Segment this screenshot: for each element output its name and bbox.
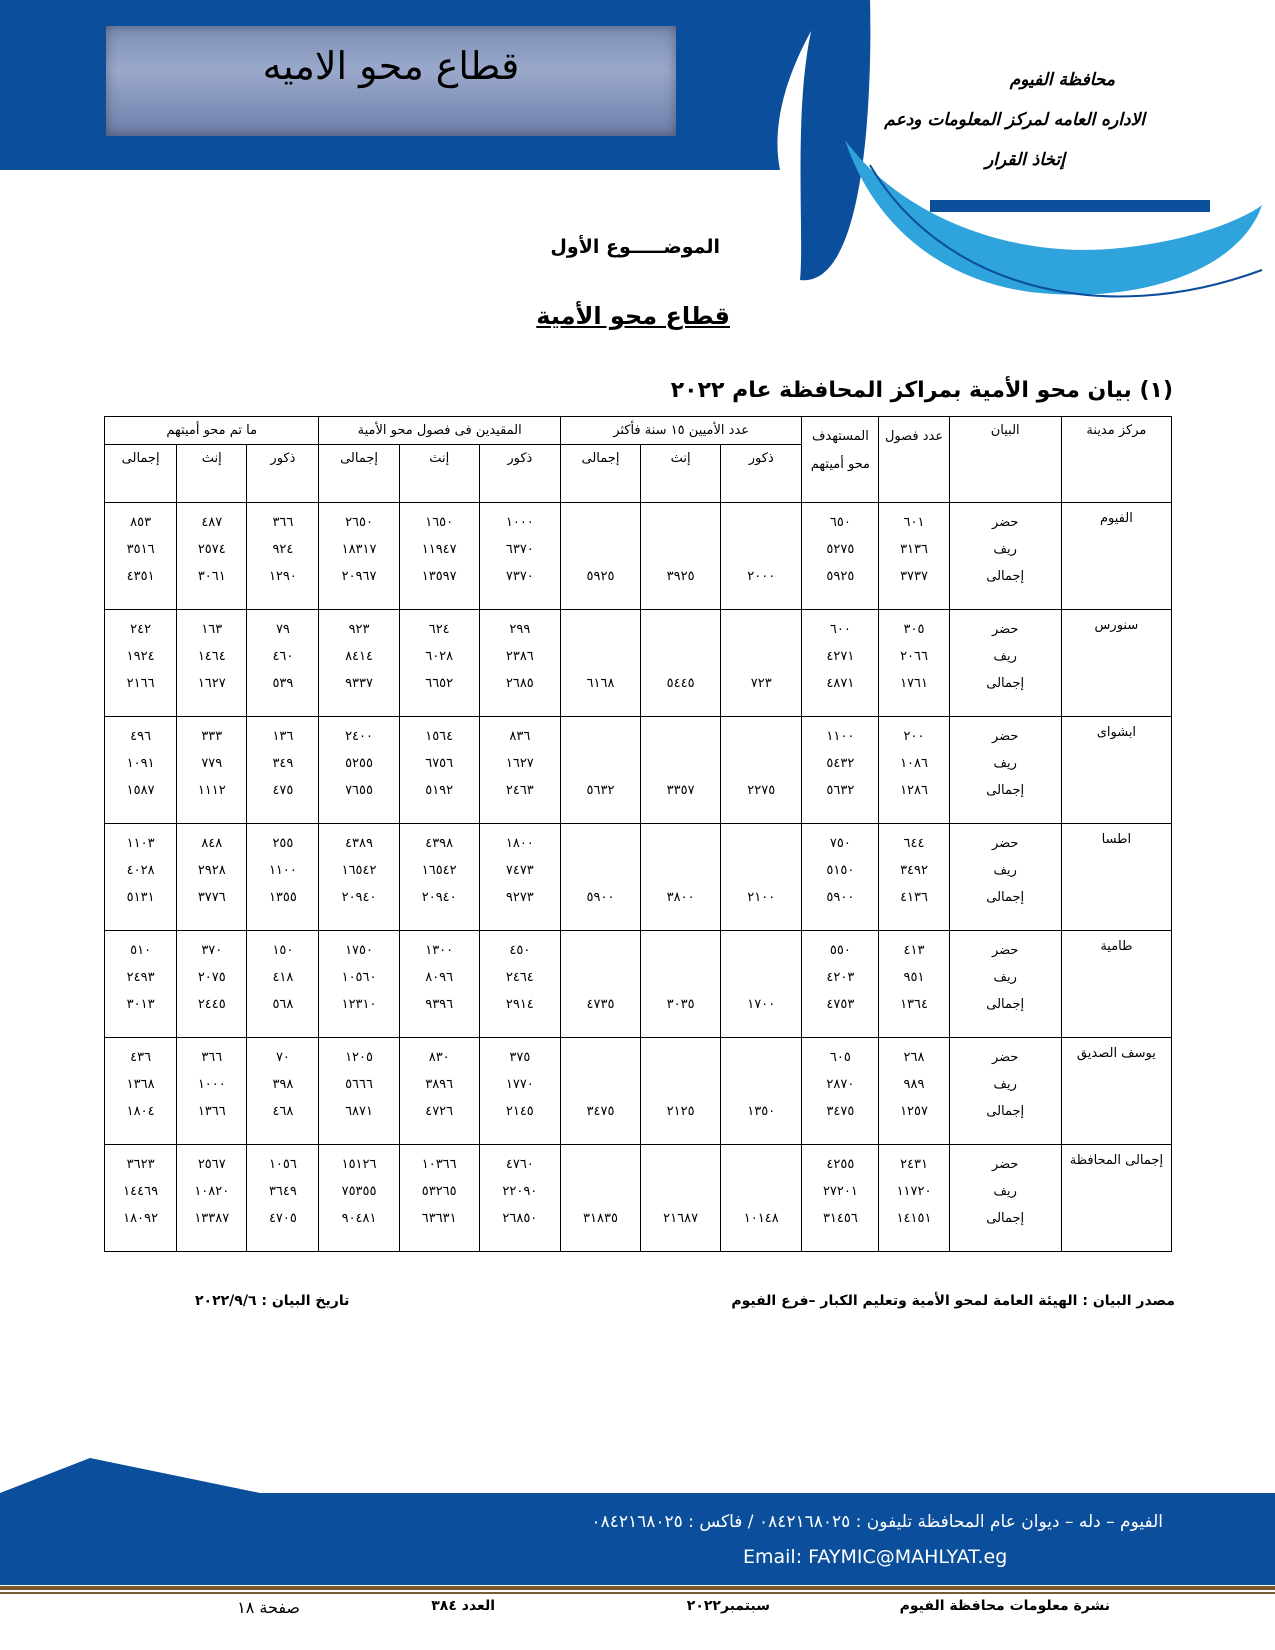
organization-name	[885, 60, 1145, 180]
table-value: ١٠٥٦٠	[341, 970, 377, 985]
table-value: ١٨٣١٧	[341, 542, 377, 557]
table-value: ٢٦٨	[903, 1050, 925, 1065]
header-classes: عدد فصول	[879, 417, 949, 503]
header-female: إنث	[641, 445, 721, 503]
table-value: ٣١٨٣٥	[583, 1211, 618, 1226]
table-value: ١١٧٢٠	[896, 1184, 932, 1199]
table-value: ٨٤٨	[201, 836, 223, 851]
table-value: ٤٣٨٩	[345, 836, 374, 851]
table-value: ١١٠٠	[826, 729, 855, 744]
table-value: ١١١٢	[197, 783, 226, 798]
table-value: ٥٥٠	[829, 943, 851, 958]
table-value: ١٣٦٦	[197, 1104, 226, 1119]
table-value: ٥٤٤٥	[666, 676, 695, 691]
table-value: ١٣٥٩٧	[421, 569, 457, 584]
table-value: ١٢٣١٠	[341, 997, 377, 1012]
table-value: ٣٦٦	[272, 515, 294, 530]
data-date: تاريخ البيان : ٢٠٢٢/٩/٦	[195, 1293, 350, 1309]
table-value: ١٨٠٤	[126, 1104, 155, 1119]
table-value: ٨٣٠	[428, 1050, 450, 1065]
table-value: ٥١٠	[130, 943, 152, 958]
table-value: ٤٨٧١	[826, 676, 855, 691]
city-name: الفيوم	[1099, 511, 1133, 526]
table-value: ١٧٥٠	[345, 943, 374, 958]
org-line-1: محافظة الفيوم	[1009, 70, 1115, 90]
table-value: ٢٢٠٩٠	[502, 1184, 538, 1199]
header-male: ذكور	[479, 445, 560, 503]
table-value: ٣٧٣٧	[900, 569, 928, 584]
table-value: ٢٦٥٠	[345, 515, 374, 530]
table-value: ٢٤٦٣	[505, 783, 534, 798]
table-value: ٣٠١٣	[126, 997, 155, 1012]
table-value: ٢٠٩٦٧	[341, 569, 377, 584]
table-value: ٤٣٦	[130, 1050, 152, 1065]
table-value: ٤٩٦	[130, 729, 152, 744]
table-value: ريف	[993, 542, 1017, 557]
table-value: ٤٢٥٥	[826, 1157, 855, 1172]
table-value: ٤٣٩٨	[425, 836, 454, 851]
table-value: ٤٨٧	[201, 515, 223, 530]
header-statement: البيان	[949, 417, 1061, 503]
table-value: ريف	[993, 863, 1017, 878]
header-female: إنث	[177, 445, 247, 503]
table-value: ٦٧٥٦	[425, 756, 454, 771]
table-value: ٤٠٢٨	[126, 863, 155, 878]
table-value: ١٣٥٥	[268, 890, 297, 905]
table-value: ١٧٦١	[900, 676, 928, 691]
table-value: ١٤٦٤	[197, 649, 226, 664]
table-value: ٧٧٩	[201, 756, 223, 771]
literacy-table	[104, 416, 1172, 1252]
table-value: ٥٤٣٢	[826, 756, 855, 771]
table-title: (١) بيان محو الأمية بمراكز المحافظة عام ٢٠٢٢	[670, 378, 1173, 403]
table-value: ٣٧٠	[201, 943, 223, 958]
table-value: ١٠٩١	[126, 756, 155, 771]
table-value: ٦٦٥٢	[425, 676, 454, 691]
table-value: ٤٧٦٠	[505, 1157, 534, 1172]
table-value: ٧٥٠	[829, 836, 851, 851]
table-value: إجمالى	[986, 1104, 1025, 1119]
table-value: ٦٤٤	[903, 836, 925, 851]
table-value: ٥٦٣٢	[826, 783, 855, 798]
table-value: ٦١٦٨	[586, 676, 615, 691]
city-name: طامية	[1100, 939, 1133, 954]
table-value: ٩٢٤	[272, 542, 294, 557]
table-value: ١٥٦٤	[425, 729, 454, 744]
data-source: مصدر البيان : الهيئة العامة لمحو الأمية وتعليم الكبار –فرع الفيوم	[731, 1293, 1175, 1309]
header-male: ذكور	[247, 445, 319, 503]
table-value: ٣٦٤٩	[268, 1184, 297, 1199]
table-value: ٤٣٥١	[126, 569, 155, 584]
table-value: ٥٦٨	[272, 997, 294, 1012]
table-value: ريف	[993, 756, 1017, 771]
table-value: ٢١٠٠	[747, 890, 776, 905]
table-value: ١٩٢٤	[126, 649, 155, 664]
table-value: ٤٧٠٥	[268, 1211, 297, 1226]
table-value: ٣٤٧٥	[586, 1104, 615, 1119]
header-banner	[106, 26, 676, 136]
table-value: ١٢٩٠	[268, 569, 297, 584]
table-value: إجمالى	[986, 569, 1025, 584]
table-value: إجمالى	[986, 890, 1025, 905]
city-name: يوسف الصديق	[1076, 1046, 1156, 1061]
city-name: ابشواى	[1096, 725, 1137, 740]
table-value: ٤٦٠	[272, 649, 294, 664]
table-value: حضر	[991, 729, 1019, 744]
org-line-3: إتخاذ القرار	[985, 150, 1065, 170]
table-value: ١٦٥٤٢	[421, 863, 457, 878]
table-value: ٩٢٣	[348, 622, 370, 637]
table-value: ٢٤٩٣	[126, 970, 155, 985]
table-value: ١٧٧٠	[505, 1077, 534, 1092]
table-value: ٢٤٠٠	[345, 729, 374, 744]
table-value: ٦٠٥	[829, 1050, 851, 1065]
table-value: ٣٨٩٦	[425, 1077, 454, 1092]
table-value: ٢٢٧٥	[747, 783, 776, 798]
header-completed: ما تم محو أميتهم	[105, 417, 319, 445]
table-value: ٢٠٩٤٠	[421, 890, 457, 905]
table-value: ٢٣٨٦	[505, 649, 534, 664]
city-name: إجمالى المحافظة	[1069, 1153, 1164, 1168]
table-value: ٣٤٧٥	[826, 1104, 855, 1119]
city-name: اطسا	[1101, 832, 1132, 847]
table-value: إجمالى	[986, 783, 1025, 798]
table-value: ٩٨٩	[903, 1077, 925, 1092]
table-value: ٢٩١٤	[505, 997, 534, 1012]
table-value: ١٢٠٥	[345, 1050, 374, 1065]
table-value: ٨٣٦	[509, 729, 531, 744]
table-value: ٩٢٧٣	[505, 890, 534, 905]
table-value: ٥٢٥٥	[345, 756, 374, 771]
header-total: إجمالى	[319, 445, 399, 503]
issue-number: العدد ٣٨٤	[431, 1598, 495, 1614]
table-value: ٧٥٣٥٥	[341, 1184, 377, 1199]
table-value: ١٣٥٠	[747, 1104, 776, 1119]
table-value: ١٠٠٠	[197, 1077, 226, 1092]
table-value: ٥٩٢٥	[586, 569, 615, 584]
table-value: ١٦٥٠	[425, 515, 454, 530]
table-value: ٢٥٦٧	[197, 1157, 226, 1172]
table-value: ٣٦٢٣	[126, 1157, 155, 1172]
table-value: ٦٨٧١	[345, 1104, 374, 1119]
table-value: ١٠٣٦٦	[421, 1157, 457, 1172]
table-value: ١٠٨٦	[900, 756, 928, 771]
page-number: صفحة ١٨	[237, 1598, 300, 1617]
table-value: ٣١٣٦	[900, 542, 928, 557]
table-value: ٧٠	[275, 1050, 290, 1065]
table-row	[105, 717, 1172, 824]
bulletin-month: سبتمبر٢٠٢٢	[686, 1598, 770, 1614]
table-value: ٢١٤٥	[505, 1104, 534, 1119]
table-value: ١٦٥٤٢	[341, 863, 377, 878]
header-female: إنث	[399, 445, 479, 503]
table-value: ريف	[993, 1077, 1017, 1092]
table-value: ٤٧٢٦	[425, 1104, 454, 1119]
footer-address: الفيوم – دله – ديوان عام المحافظة تليفون : ٠٨٤٢١٦٨٠٢٥ / فاكس : ٠٨٤٢١٦٨٠٢٥	[591, 1512, 1163, 1532]
table-value: ٩٣٣٧	[345, 676, 374, 691]
table-value: ٥٣٩	[272, 676, 294, 691]
table-value: ١٤١٥١	[896, 1211, 932, 1226]
sector-title: قطاع محو الأمية	[536, 302, 730, 330]
table-value: ١٠٠٠	[505, 515, 534, 530]
table-value: ٥١٣١	[126, 890, 155, 905]
table-value: ٨٠٩٦	[425, 970, 454, 985]
table-value: حضر	[991, 1050, 1019, 1065]
table-value: ٩٠٤٨١	[341, 1211, 377, 1226]
table-value: ٤١٣٦	[900, 890, 928, 905]
header-total: إجمالى	[560, 445, 640, 503]
table-value: ٦٣٦٣١	[421, 1211, 457, 1226]
table-value: ٢٠٠٠	[747, 569, 776, 584]
table-value: ١٦٢٧	[505, 756, 534, 771]
table-value: ٢٨٧٠	[826, 1077, 855, 1092]
table-value: ١٠٨٢٠	[194, 1184, 230, 1199]
bulletin-name: نشرة معلومات محافظة الفيوم	[899, 1598, 1110, 1614]
table-value: ٤٧٣٥	[586, 997, 615, 1012]
table-value: ١١٠٣	[126, 836, 155, 851]
table-value: ٢٠٩٤٠	[341, 890, 377, 905]
table-value: ٦٣٧٠	[505, 542, 534, 557]
table-value: ١٥١٢٦	[341, 1157, 377, 1172]
table-value: ٥١٥٠	[826, 863, 855, 878]
table-value: ٧٤٧٣	[505, 863, 534, 878]
table-value: ٢٩٩	[509, 622, 531, 637]
header-illiterate: عدد الأميين ١٥ سنة فأكثر	[560, 417, 801, 445]
table-value: ٣٣٥٧	[666, 783, 695, 798]
table-value: ١٣٦	[272, 729, 294, 744]
table-value: ٣٨٠٠	[666, 890, 695, 905]
table-value: ١٠١٤٨	[743, 1211, 779, 1226]
table-value: ١٧٠٠	[747, 997, 776, 1012]
table-value: ١٥٠	[272, 943, 294, 958]
table-value: ٨٥٣	[130, 515, 152, 530]
table-value: ٧٩	[275, 622, 290, 637]
table-value: ١٢٨٦	[900, 783, 928, 798]
table-value: ٥٩٢٥	[826, 569, 855, 584]
table-value: ٤٦٨	[272, 1104, 294, 1119]
table-value: ١٣٠٠	[425, 943, 454, 958]
table-value: ١٦٣	[201, 622, 223, 637]
topic-heading: الموضـــــوع الأول	[550, 236, 720, 258]
table-value: ٩٣٩٦	[425, 997, 454, 1012]
header-male: ذكور	[721, 445, 802, 503]
table-value: ١٠٥٦	[268, 1157, 297, 1172]
table-value: ٣٤٩	[272, 756, 294, 771]
table-value: ٢٧٢٠١	[822, 1184, 858, 1199]
table-value: إجمالى	[986, 676, 1025, 691]
table-value: حضر	[991, 836, 1019, 851]
table-value: ٤٧٥٣	[826, 997, 855, 1012]
table-value: ٤١٨	[272, 970, 294, 985]
table-value: ٦٠٢٨	[425, 649, 454, 664]
table-value: ٢٩٢٨	[197, 863, 226, 878]
header-enrolled: المقيدين فى فصول محو الأمية	[319, 417, 560, 445]
header-target: المستهدف محو أميتهم	[802, 417, 879, 503]
table-value: ٢٠٦٦	[900, 649, 928, 664]
table-value: ٢٠٧٥	[197, 970, 226, 985]
table-value: ٥٩٠٠	[586, 890, 615, 905]
table-value: ٣٠٥	[903, 622, 925, 637]
table-value: ٤٥٠	[509, 943, 531, 958]
table-value: إجمالى	[986, 1211, 1025, 1226]
table-value: ٧٢٣	[750, 676, 772, 691]
table-value: ٢٤٣١	[900, 1157, 928, 1172]
table-value: ١٣٦٨	[126, 1077, 155, 1092]
table-value: ٢٠٠	[903, 729, 925, 744]
table-value: ريف	[993, 649, 1017, 664]
footer-email[interactable]: Email: FAYMIC@MAHLYAT.eg	[743, 1546, 1008, 1568]
table-value: حضر	[991, 622, 1019, 637]
header-city: مركز مدينة	[1061, 417, 1171, 503]
table-value: ٢١٦٦	[126, 676, 155, 691]
table-value: ٥١٩٢	[425, 783, 454, 798]
table-value: حضر	[991, 515, 1019, 530]
table-value: إجمالى	[986, 997, 1025, 1012]
table-value: ١٤٤٦٩	[123, 1184, 159, 1199]
table-value: ٢٦٨٥	[505, 676, 534, 691]
table-value: ٣٩٢٥	[666, 569, 695, 584]
table-value: ٨٤١٤	[345, 649, 374, 664]
table-value: ٢٤٤٥	[197, 997, 226, 1012]
table-value: ٣٠٦١	[197, 569, 226, 584]
table-value: ٢٥٥	[272, 836, 294, 851]
table-value: ٢١٦٨٧	[663, 1211, 699, 1226]
table-row	[105, 1145, 1172, 1252]
table-value: ١٣٣٨٧	[194, 1211, 230, 1226]
table-value: ريف	[993, 1184, 1017, 1199]
table-value: ١٢٥٧	[900, 1104, 928, 1119]
table-value: ٣٧٥	[509, 1050, 531, 1065]
table-value: ١٣٦٤	[900, 997, 928, 1012]
table-value: حضر	[991, 1157, 1019, 1172]
table-row	[105, 1038, 1172, 1145]
table-value: ٣٧٧٦	[197, 890, 226, 905]
table-value: ٣٠٣٥	[666, 997, 695, 1012]
table-value: ٣١٤٥٦	[822, 1211, 858, 1226]
table-value: ١١٠٠	[268, 863, 297, 878]
table-value: ٢١٢٥	[666, 1104, 695, 1119]
table-value: ١٨٠٠	[505, 836, 534, 851]
banner-title: قطاع محو الاميه	[262, 44, 520, 88]
table-value: حضر	[991, 943, 1019, 958]
org-line-2: الاداره العامه لمركز المعلومات ودعم	[884, 110, 1145, 130]
table-value: ٥٦٣٢	[586, 783, 615, 798]
table-value: ٣٤٩٢	[900, 863, 928, 878]
table-value: ٥٣٢٦٥	[421, 1184, 457, 1199]
table-value: ٢٤٢	[130, 622, 152, 637]
table-value: ٣٣٣	[201, 729, 223, 744]
table-value: ٦٠١	[903, 515, 925, 530]
table-value: ٣٥١٦	[126, 542, 155, 557]
table-value: ٤١٣	[903, 943, 925, 958]
table-value: ٢٦٨٥٠	[502, 1211, 538, 1226]
table-value: ٣٦٦	[201, 1050, 223, 1065]
table-value: ٦٥٠	[829, 515, 851, 530]
table-value: ١٦٢٧	[197, 676, 226, 691]
city-name: سنورس	[1094, 618, 1139, 633]
table-value: ريف	[993, 970, 1017, 985]
table-value: ٦٢٤	[428, 622, 450, 637]
table-value: ١٨٠٩٢	[123, 1211, 159, 1226]
table-value: ٥٢٧٥	[826, 542, 855, 557]
table-value: ٤٢٧١	[826, 649, 855, 664]
table-value: ٥٩٠٠	[826, 890, 855, 905]
table-row	[105, 824, 1172, 931]
table-value: ٦٠٠	[829, 622, 851, 637]
table-row	[105, 931, 1172, 1038]
table-value: ٥٦٦٦	[345, 1077, 374, 1092]
table-value: ٩٥١	[903, 970, 925, 985]
table-value: ٤٢٠٣	[826, 970, 855, 985]
table-row	[105, 610, 1172, 717]
table-value: ٢٤٦٤	[505, 970, 534, 985]
table-value: ٧٦٥٥	[345, 783, 374, 798]
table-value: ٢٥٧٤	[197, 542, 226, 557]
table-value: ١٥٨٧	[126, 783, 155, 798]
table-row	[105, 503, 1172, 610]
table-value: ٤٧٥	[272, 783, 294, 798]
table-value: ٣٩٨	[272, 1077, 294, 1092]
table-value: ٧٣٧٠	[505, 569, 534, 584]
header-total: إجمالى	[105, 445, 177, 503]
table-value: ١١٩٤٧	[421, 542, 457, 557]
